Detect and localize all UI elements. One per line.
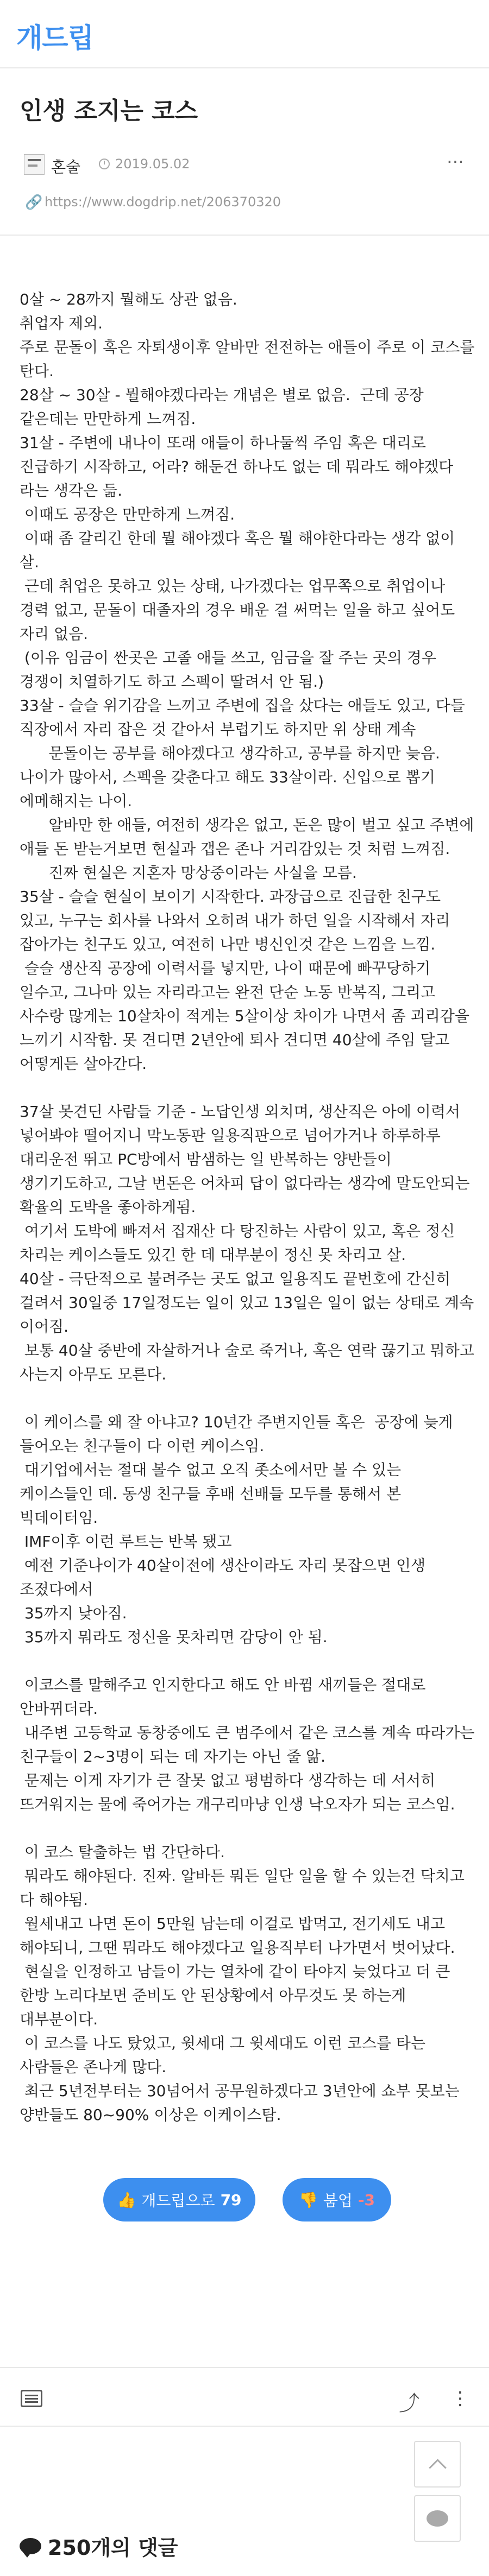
downvote-label: 붐업: [323, 2192, 353, 2210]
body-paragraph: 보통 40살 중반에 자살하거나 술로 죽거나, 혹은 연락 끊기고 뭐하고 사는지 아무도 모른다.: [20, 1341, 479, 1383]
toolbar-bottom-divider: [0, 2426, 489, 2427]
link-icon: 🔗: [25, 194, 43, 211]
post-date: 2019.05.02: [115, 156, 190, 172]
comment-shortcut-button[interactable]: [414, 2495, 461, 2542]
downvote-count: -3: [358, 2191, 375, 2209]
clock-icon: [99, 159, 110, 169]
thumb-down-icon: 👎: [298, 2191, 318, 2209]
comments-count-title: 250개의 댓글: [48, 2536, 178, 2560]
body-paragraph: 월세내고 나면 돈이 5만원 남는데 이걸로 밥먹고, 전기세도 내고 해야되니, 그땐 뭐라도 해야겠다고 일용직부터 나가면서 벗어났다.: [20, 1915, 455, 1957]
author-name[interactable]: 혼술: [51, 158, 81, 176]
body-paragraph: 31살 - 주변에 내나이 또래 애들이 하나둘씩 주임 혹은 대리로 진급하기 시작하고, 어라? 해둔건 하나도 없는 데 뭐라도 해야겠다 라는 생각은 듦.: [20, 434, 459, 499]
body-paragraph: [20, 1649, 476, 1673]
body-paragraph: 이 코스를 나도 탔었고, 윗세대 그 윗세대도 이런 코스를 타는 사람들은 존나게 많다.: [20, 2034, 430, 2076]
post-title: 인생 조지는 코스: [20, 97, 198, 125]
body-paragraph: [20, 1817, 476, 1840]
body-paragraph: 이때 좀 갈리긴 한데 뭘 해야겠다 혹은 뭘 해야한다라는 생각 없이 살.: [20, 529, 460, 571]
body-paragraph: 문돌이는 공부를 해야겠다고 생각하고, 공부를 하지만 늦음. 나이가 많아서, 스펙을 갖춘다고 해도 33살이라. 신입으로 뽑기 에메해지는 나이.: [20, 744, 445, 810]
body-paragraph: 뭐라도 해야된다. 진짜. 알바든 뭐든 일단 일을 할 수 있는건 닥치고 다 해야됨.: [20, 1867, 469, 1909]
post-body: [20, 288, 480, 2127]
body-paragraph: 현실을 인정하고 남들이 가는 열차에 같이 타야지 늦었다고 더 큰 한방 노리다보면 준비도 안 된상황에서 아무것도 못 하는게 대부분이다.: [20, 1963, 455, 2028]
body-paragraph: 37살 못견딘 사람들 기준 - 노답인생 외치며, 생산직은 아에 이력서 넣어봐야 떨어지니 막노동판 일용직판으로 넘어가거나 하루하루 대리운전 뛰고 PC방에서 밤샘하는 일 반복하는 양반들이 생기기도하고, 그날 번돈은 어차피 답이 없다라는 생각에 말도안되는 확율의 도박을 좋아하게됨.: [20, 1103, 475, 1216]
toolbar-divider: [0, 2367, 489, 2368]
body-paragraph: 알바만 한 애들, 여전히 생각은 없고, 돈은 많이 벌고 싶고 주변에 애들 돈 받는거보면 현실과 갭은 존나 거리감있는 것 처럼 느껴짐.: [20, 816, 479, 858]
body-paragraph: 28살 ~ 30살 - 뭘해야겠다라는 개념은 별로 없음. 근데 공장 같은데는 만만하게 느껴짐.: [20, 386, 429, 428]
body-paragraph: 이코스를 말해주고 인지한다고 해도 안 바뀜 새끼들은 절대로 안바뀌더라.: [20, 1676, 431, 1718]
more-vertical-icon[interactable]: ⋮: [451, 2388, 469, 2409]
body-paragraph: 내주변 고등학교 동창중에도 큰 범주에서 같은 코스를 계속 따라가는 친구들이 2~3명이 되는 데 자기는 아닌 줄 앎.: [20, 1724, 480, 1765]
body-paragraph: 35살 - 슬슬 현실이 보이기 시작한다. 과장급으로 진급한 친구도 있고, 누구는 회사를 나와서 오히려 내가 하던 일을 시작해서 자리 잡아가는 친구도 있고, 여전히 나만 병신인것 같은 느낌을 느낌.: [20, 888, 455, 953]
body-paragraph: [20, 1387, 476, 1410]
meta-divider: [0, 235, 489, 236]
body-paragraph: 최근 5년전부터는 30넘어서 공무원하겠다고 3년안에 쇼부 못보는 양반들도 80~90% 이상은 이케이스탐.: [20, 2082, 465, 2124]
body-paragraph: 40살 - 극단적으로 불려주는 곳도 없고 일용직도 끝번호에 간신히 걸려서 30일중 17일정도는 일이 있고 13일은 일이 없는 상태로 계속 이어짐.: [20, 1270, 479, 1336]
share-icon[interactable]: ⤴: [399, 2391, 420, 2415]
comments-header: [20, 2531, 178, 2561]
downvote-button[interactable]: [283, 2178, 391, 2221]
body-paragraph: 35까지 뭐라도 정신을 못차리면 감당이 안 됨.: [20, 1628, 328, 1646]
body-paragraph: 이때도 공장은 만만하게 느껴짐.: [20, 505, 235, 523]
upvote-button[interactable]: [103, 2178, 255, 2221]
author-avatar-icon[interactable]: [24, 154, 45, 175]
upvote-label: 개드립으로: [141, 2192, 215, 2210]
body-paragraph: 이 코스 탈출하는 법 간단하다.: [20, 1843, 225, 1861]
body-paragraph: 근데 취업은 못하고 있는 상태, 나가겠다는 업무쪽으로 취업이나 경력 없고, 문돌이 대졸자의 경우 배운 걸 써먹는 일을 하고 싶어도 자리 없음.: [20, 577, 460, 643]
body-paragraph: 33살 - 슬슬 위기감을 느끼고 주변에 집을 샀다는 애들도 있고, 다들 직장에서 자리 잡은 것 같아서 부럽기도 하지만 위 상태 계속: [20, 697, 470, 738]
body-paragraph: 대기업에서는 절대 볼수 없고 오직 좃소에서만 볼 수 있는 케이스들인 데. 동생 친구들 후배 선배들 모두를 통해서 본 빅데이터임.: [20, 1461, 406, 1527]
list-icon[interactable]: [21, 2390, 42, 2407]
body-paragraph: 문제는 이게 자기가 큰 잘못 없고 평범하다 생각하는 데 서서히 뜨거워지는 물에 죽어가는 개구리마냥 인생 낙오자가 되는 코스임.: [20, 1771, 455, 1813]
header-divider: [0, 67, 489, 68]
scroll-top-button[interactable]: [414, 2441, 461, 2488]
comment-bubble-icon: [427, 2510, 448, 2527]
post-url[interactable]: https://www.dogdrip.net/206370320: [45, 194, 281, 210]
body-paragraph: 여기서 도박에 빠져서 집재산 다 탕진하는 사람이 있고, 혹은 정신 차리는 케이스들도 있긴 한 데 대부분이 정신 못 차리고 살.: [20, 1222, 460, 1264]
body-paragraph: 슬슬 생산직 공장에 이력서를 넣지만, 나이 때문에 빠꾸당하기 일수고, 그나마 있는 자리라고는 완전 단순 노동 반복직, 그리고 사수랑 많게는 10살차이 적게는 5살이상 차이가 나면서 좀 괴리감을 느끼기 시작함. 못 견디면 2년안에 퇴사 견디면 40살에 주임 달고 어떻게든 살아간다.: [20, 959, 474, 1073]
body-paragraph: IMF이후 이런 루트는 반복 됐고: [20, 1533, 232, 1550]
body-paragraph: 0살 ~ 28까지 뭘해도 상관 없음. 취업자 제외. 주로 문돌이 혹은 자퇴생이후 알바만 전전하는 애들이 주로 이 코스를 탄다.: [20, 290, 475, 380]
body-paragraph: 이 케이스를 왜 잘 아냐고? 10년간 주변지인들 혹은 공장에 늦게 들어오는 친구들이 다 이런 케이스임.: [20, 1413, 458, 1455]
body-paragraph: 진짜 현실은 지혼자 망상중이라는 사실을 모름.: [20, 864, 357, 882]
body-paragraph: 35까지 낮아짐.: [20, 1604, 127, 1622]
more-options-icon[interactable]: ⋯: [447, 151, 465, 172]
post-meta: [20, 151, 469, 178]
body-paragraph: (이유 임금이 싼곳은 고졸 애들 쓰고, 임금을 잘 주는 곳의 경우 경쟁이 치열하기도 하고 스펙이 딸려서 안 됨.): [20, 649, 441, 691]
body-paragraph: [20, 1076, 476, 1100]
post-url-row: [20, 191, 469, 213]
body-paragraph: 예전 기준나이가 40살이전에 생산이라도 자리 못잡으면 인생 조졌다에서: [20, 1556, 430, 1598]
comments-icon: [20, 2538, 41, 2554]
upvote-count: 79: [220, 2191, 242, 2209]
site-logo[interactable]: 개드립: [16, 22, 93, 54]
thumb-up-icon: 👍: [117, 2191, 136, 2209]
